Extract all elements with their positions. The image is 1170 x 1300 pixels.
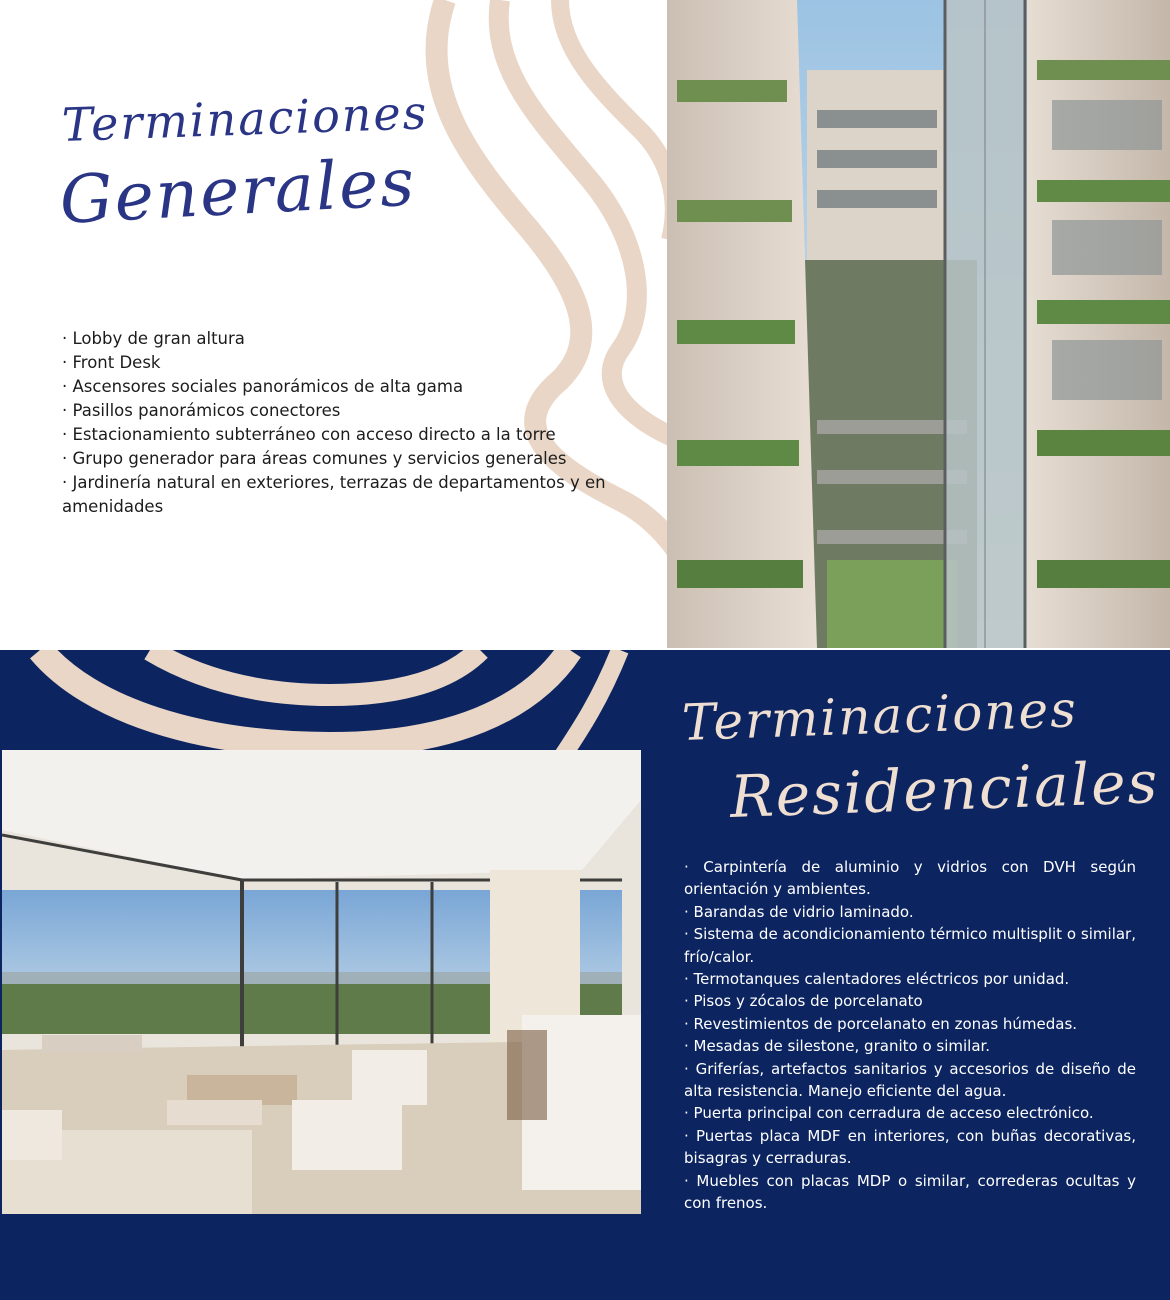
- list-item: · Front Desk: [62, 351, 607, 375]
- list-item: · Ascensores sociales panorámicos de alta gama: [62, 375, 607, 399]
- list-item: · Pisos y zócalos de porcelanato: [684, 990, 1136, 1012]
- building-atrium-image: [667, 0, 1170, 648]
- list-item: · Grupo generador para áreas comunes y servicios generales: [62, 447, 607, 471]
- list-item: · Sistema de acondicionamiento térmico multisplit o similar, frío/calor.: [684, 923, 1136, 968]
- list-item: · Puerta principal con cerradura de acceso electrónico.: [684, 1102, 1136, 1124]
- list-item: · Lobby de gran altura: [62, 327, 607, 351]
- list-item: · Pasillos panorámicos conectores: [62, 399, 607, 423]
- general-title-line2: Generales: [57, 143, 418, 239]
- list-item: · Jardinería natural en exteriores, terrazas de departamentos y en amenidades: [62, 471, 607, 519]
- list-item: · Griferías, artefactos sanitarios y accesorios de diseño de alta resistencia. Manejo eficiente del agua.: [684, 1058, 1136, 1103]
- residential-title-line1: Terminaciones: [680, 680, 1079, 752]
- living-room-image: [2, 750, 641, 1214]
- list-item: · Termotanques calentadores eléctricos por unidad.: [684, 968, 1136, 990]
- residential-finishes-panel: [0, 650, 1170, 1300]
- general-title-line1: Terminaciones: [61, 85, 430, 152]
- list-item: · Puertas placa MDF en interiores, con buñas decorativas, bisagras y cerraduras.: [684, 1125, 1136, 1170]
- list-item: · Mesadas de silestone, granito o similar.: [684, 1035, 1136, 1057]
- list-item: · Muebles con placas MDP o similar, correderas ocultas y con frenos.: [684, 1170, 1136, 1215]
- residential-title-line2: Residenciales: [728, 748, 1161, 831]
- list-item: · Carpintería de aluminio y vidrios con DVH según orientación y ambientes.: [684, 856, 1136, 901]
- list-item: · Barandas de vidrio laminado.: [684, 901, 1136, 923]
- residential-finishes-list: [684, 856, 1136, 1215]
- list-item: · Estacionamiento subterráneo con acceso directo a la torre: [62, 423, 607, 447]
- decorative-swirl: [0, 650, 660, 760]
- general-finishes-list: [62, 327, 607, 519]
- list-item: · Revestimientos de porcelanato en zonas húmedas.: [684, 1013, 1136, 1035]
